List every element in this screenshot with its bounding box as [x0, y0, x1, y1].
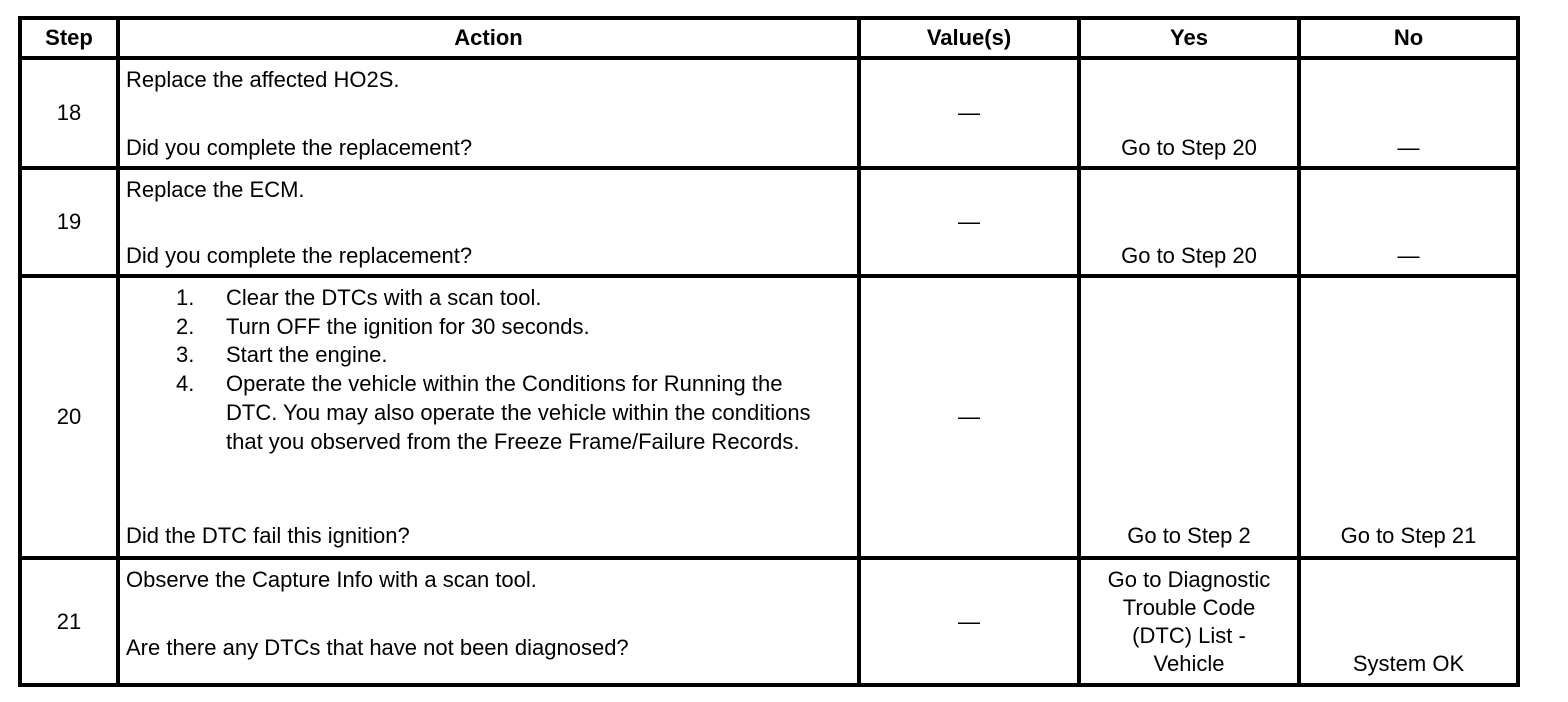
yes-cell — [1081, 170, 1297, 274]
yes-link[interactable]: Go to Step 20 — [1121, 243, 1257, 268]
values-cell: — — [861, 170, 1077, 274]
yes-cell — [1081, 278, 1297, 556]
values-cell: — — [861, 60, 1077, 166]
action-question: Did you complete the replacement? — [126, 135, 473, 160]
action-text: Observe the Capture Info with a scan tool. — [126, 567, 537, 592]
action-cell — [120, 60, 857, 166]
action-steps-list — [126, 284, 826, 456]
list-item-number: 1. — [176, 285, 195, 310]
yes-cell — [1081, 560, 1297, 683]
list-item-text: Start the engine. — [226, 342, 388, 368]
step-number: 19 — [22, 170, 116, 274]
action-question: Are there any DTCs that have not been diagnosed? — [126, 635, 629, 660]
yes-link-line[interactable]: Go to Diagnostic — [1107, 567, 1271, 592]
no-value: — — [1397, 243, 1420, 268]
yes-link-line[interactable]: Trouble Code — [1122, 595, 1256, 620]
list-item — [126, 370, 826, 456]
header-step: Step — [22, 20, 116, 56]
list-item-text: Clear the DTCs with a scan tool. — [226, 285, 542, 310]
diagnostic-table — [18, 16, 1520, 687]
no-value: — — [1397, 135, 1420, 160]
action-question: Did the DTC fail this ignition? — [126, 523, 410, 548]
action-cell — [120, 170, 857, 274]
step-number: 20 — [22, 278, 116, 556]
list-item — [126, 313, 826, 342]
action-text: Replace the ECM. — [126, 177, 305, 202]
yes-cell — [1081, 60, 1297, 166]
list-item-text: Turn OFF the ignition for 30 seconds. — [226, 313, 590, 339]
list-item-text: Operate the vehicle within the Conditions for Running the DTC. You may also operate the vehicle within the conditions that you observed from the Freeze Frame/Failure Records. — [226, 371, 811, 454]
list-item-number: 2. — [176, 313, 195, 339]
yes-link-line[interactable]: Vehicle — [1153, 651, 1225, 676]
list-item — [126, 341, 826, 370]
action-cell — [120, 560, 857, 683]
list-item-number: 4. — [176, 371, 195, 397]
action-cell — [120, 278, 857, 556]
action-text: Replace the affected HO2S. — [126, 67, 400, 92]
action-question: Did you complete the replacement? — [126, 243, 473, 268]
header-values: Value(s) — [861, 20, 1077, 56]
yes-link-line[interactable]: (DTC) List - — [1132, 623, 1246, 648]
no-cell — [1301, 278, 1516, 556]
yes-link[interactable]: Go to Step 2 — [1127, 523, 1251, 548]
header-action: Action — [120, 20, 857, 56]
list-item-number: 3. — [176, 342, 195, 368]
list-item — [126, 284, 826, 313]
header-yes: Yes — [1081, 20, 1297, 56]
values-cell: — — [861, 278, 1077, 556]
header-no: No — [1301, 20, 1516, 56]
yes-link[interactable]: Go to Step 20 — [1121, 135, 1257, 160]
values-cell: — — [861, 560, 1077, 683]
no-cell — [1301, 60, 1516, 166]
no-cell — [1301, 560, 1516, 683]
step-number: 21 — [22, 560, 116, 683]
step-number: 18 — [22, 60, 116, 166]
no-link[interactable]: Go to Step 21 — [1340, 523, 1477, 548]
no-value: System OK — [1352, 651, 1465, 676]
no-cell — [1301, 170, 1516, 274]
